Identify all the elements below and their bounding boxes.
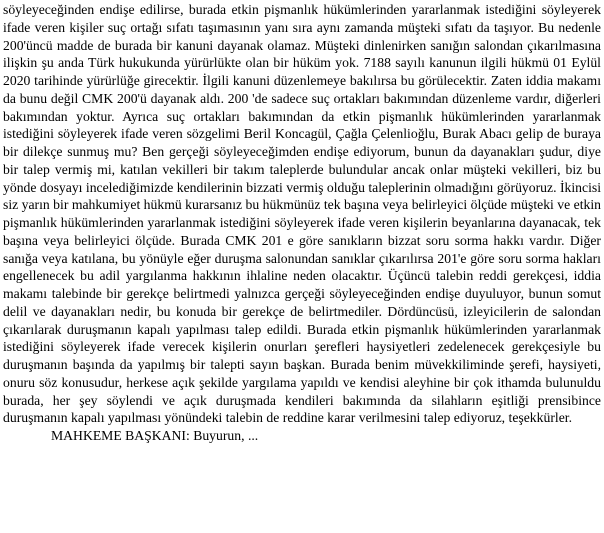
transcript-paragraph: söyleyeceğinden endişe edilirse, burada etkin pişmanlık hükümlerinden yararlanmak istediğini söyleyerek ifade veren kişiler suç ortağı sıfatı taşımasının yanı sıra aynı zamanda müşteki sıfatı da taşıyor. Bu nedenle 200'üncü madde de burada bir kanuni dayanak olamaz. Müşteki dinlenirken sanığın salondan çıkarılmasına ilişkin şu anda Türk hukukunda yürürlükte olan bir hüküm yok. 7188 sayılı kanunun ilgili hükmü 01 Eylül 2020 tarihinde yürürlüğe girecektir. İlgili kanuni düzenlemeye bakılırsa bu görülecektir. Zaten iddia makamı da bunu değil CMK 200'ü dayanak aldı. 200 'de sadece suç ortakları bakımından düzenleme vardır, diğerleri bakımından yoktur. Ayrıca suç ortakları bakımından da etkin pişmanlık hükümlerinden yararlanmak istediğini söyleyerek ifade veren sözgelimi Beril Koncagül, Çağla Çelenlioğlu, Burak Abacı gelip de buraya bir dilekçe sunmuş mu? Ben gerçeği söyleyeceğimden endişe ediyorum, bunun da dayanakları şudur, diye bir talep vermiş mi, katılan vekilleri bir takım taleplerde bulundular ancak onlar müşteki vekilleri, biz bu yönde dosyayı incelediğimizde kendilerinin bizzati vermiş olduğu taleplerinin olmadığını görüyoruz. İkincisi siz yarın bir mahkumiyet hükmü kurarsanız bu hükmünüz tek başına veya belirleyici ölçüde müşteki ve etkin pişmanlık hükümlerinden yararlanmak istediğini söyleyerek ifade veren kişilerin beyanlarına dayanacak, tek başına veya belirleyici ölçüde. Burada CMK 201 e göre sanıkların bizzat soru sorma hakkı vardır. Diğer sanığa veya katılana, bu yönüyle eğer duruşma salonundan sanıklar çıkarılırsa 201'e göre soru sorma hakları engellenecek bu adil yargılanma hakkının ihlaline neden olacaktır. Üçüncü talebin reddi gerekçesi, iddia makamı talebinde bir gerekçe belirtmedi yalnızca gerçeği söyleyeceğinden endişe duyuluyor, bunun somut delil ve dayanakları nedir, bu konuda bir gerekçe de belirtmediler. Dördüncüsü, izleyicilerin de salondan çıkarılarak duruşmanın kapalı yapılması talep edildi. Burada etkin pişmanlık hükümlerinden yararlanmak istediğini söyleyerek ifade verecek kişilerin onurları şerefleri haysiyetleri zedelenecek gerekçesiyle bu duruşmanın başında da yapılmış bir talepti sayın başkan. Burada benim müvekkiliminde şerefi, haysiyeti, onuru söz konusudur, herkese açık şekilde yargılama yapıldı ve kendisi aleyhine bir çok ithamda bulunuldu burada, her şey söylendi ve açık duruşmada kendileri bakımında da silahların eşitliği prensibince duruşmanın kapalı yapılması yönündeki talebin de reddine karar verilmesini talep ediyoruz, teşekkürler. bbox=[3, 2, 601, 426]
transcript-paragraph-partial: MAHKEME BAŞKANI: Buyurun, ... bbox=[51, 428, 259, 443]
